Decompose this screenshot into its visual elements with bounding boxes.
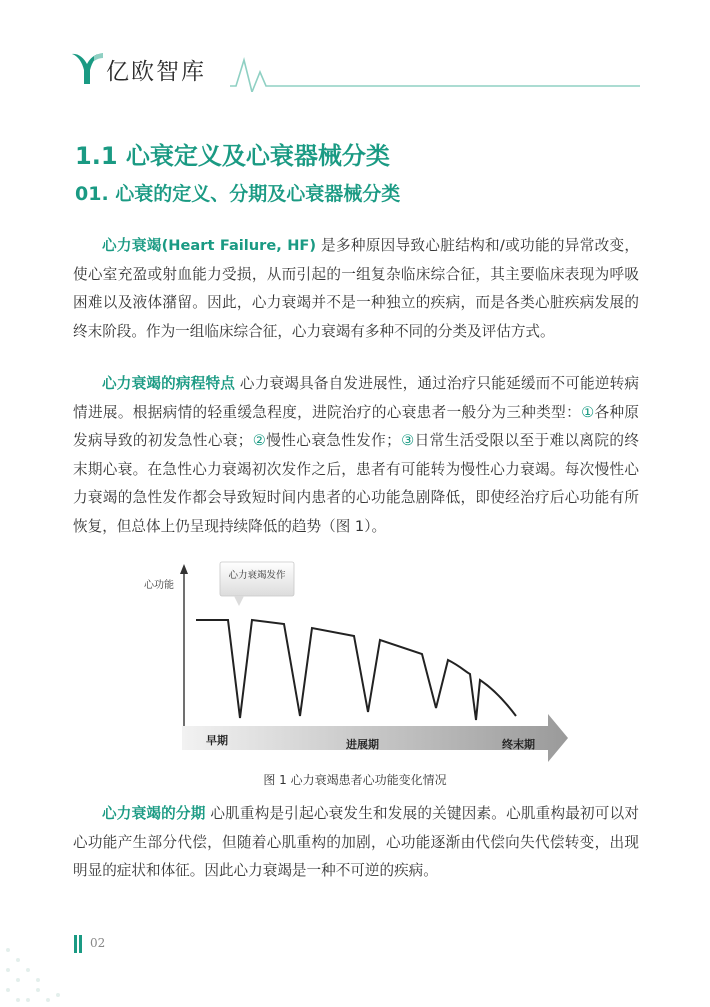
paragraph-definition (73, 232, 639, 346)
page-header (70, 40, 640, 100)
heartbeat-line-icon (230, 52, 640, 92)
stage-label-progressive: 进展期 (346, 738, 379, 751)
figure-caption: 图 1 心力衰竭患者心功能变化情况 (263, 773, 447, 787)
logo-text: 亿欧智库 (106, 59, 206, 85)
list-item-text: 慢性心衰急性发作； (266, 432, 401, 449)
paragraph-lead: 心力衰竭的分期 (102, 805, 206, 822)
heart-function-curve (196, 620, 516, 720)
footer-marker (74, 935, 77, 953)
paragraph-text: 心力衰竭具备自发进展性，通过治疗只能延缓而不可能逆转病情进展。根据病情的轻重缓急程度，进院治疗的心衰患者一般分为三种类型： (73, 375, 639, 421)
stage-label-early: 早期 (206, 734, 228, 747)
list-marker: ② (252, 432, 267, 449)
list-item-text: 日常生活受限以至于难以离院的终末期心衰。在急性心力衰竭初次发作之后，患者有可能转为慢性心力衰竭。每次慢性心力衰竭的急性发作都会导致短时间内患者的心功能急剧降低，即使经治疗后心功能有所恢复，但总体上仍呈现持续降低的趋势（图 1）。 (73, 432, 639, 535)
list-marker: ① (581, 403, 595, 421)
logo-icon (70, 50, 104, 86)
paragraph-text: 心肌重构是引起心衰发生和发展的关键因素。心肌重构最初可以对心功能产生部分代偿，但随着心肌重构的加剧，心功能逐渐由代偿向失代偿转变，出现明显的症状和体征。因此心力衰竭是一种不可逆的疾病。 (73, 805, 639, 879)
paragraph-course (73, 370, 639, 541)
page-number: 02 (90, 936, 106, 950)
paragraph-text: 是多种原因导致心脏结构和/或功能的异常改变，使心室充盈或射血能力受损，从而引起的一组复杂临床综合征，其主要临床表现为呼吸困难以及液体潴留。因此，心力衰竭并不是一种独立的疾病，而是各类心脏疾病发展的终末阶段。作为一组临床综合征，心力衰竭有多种不同的分类及评估方式。 (73, 237, 640, 340)
stage-label-terminal: 终末期 (502, 738, 535, 751)
paragraph-lead: 心力衰竭(Heart Failure, HF) (102, 237, 317, 254)
callout-text: 心力衰竭发作 (228, 570, 286, 581)
callout-pointer-icon (234, 596, 244, 606)
heart-function-diagram (140, 550, 580, 775)
subsection-heading: 01. 心衰的定义、分期及心衰器械分类 (75, 183, 401, 205)
list-item-text: 各种原发病导致的初发急性心衰； (73, 403, 639, 449)
y-axis-label: 心功能 (144, 580, 174, 591)
list-marker: ③ (400, 432, 415, 449)
paragraph-lead: 心力衰竭的病程特点 (102, 375, 236, 392)
y-axis-arrow-icon (180, 564, 188, 574)
footer-marker (79, 935, 82, 953)
section-heading: 1.1 心衰定义及心衰器械分类 (75, 142, 390, 170)
paragraph-staging (73, 800, 639, 886)
